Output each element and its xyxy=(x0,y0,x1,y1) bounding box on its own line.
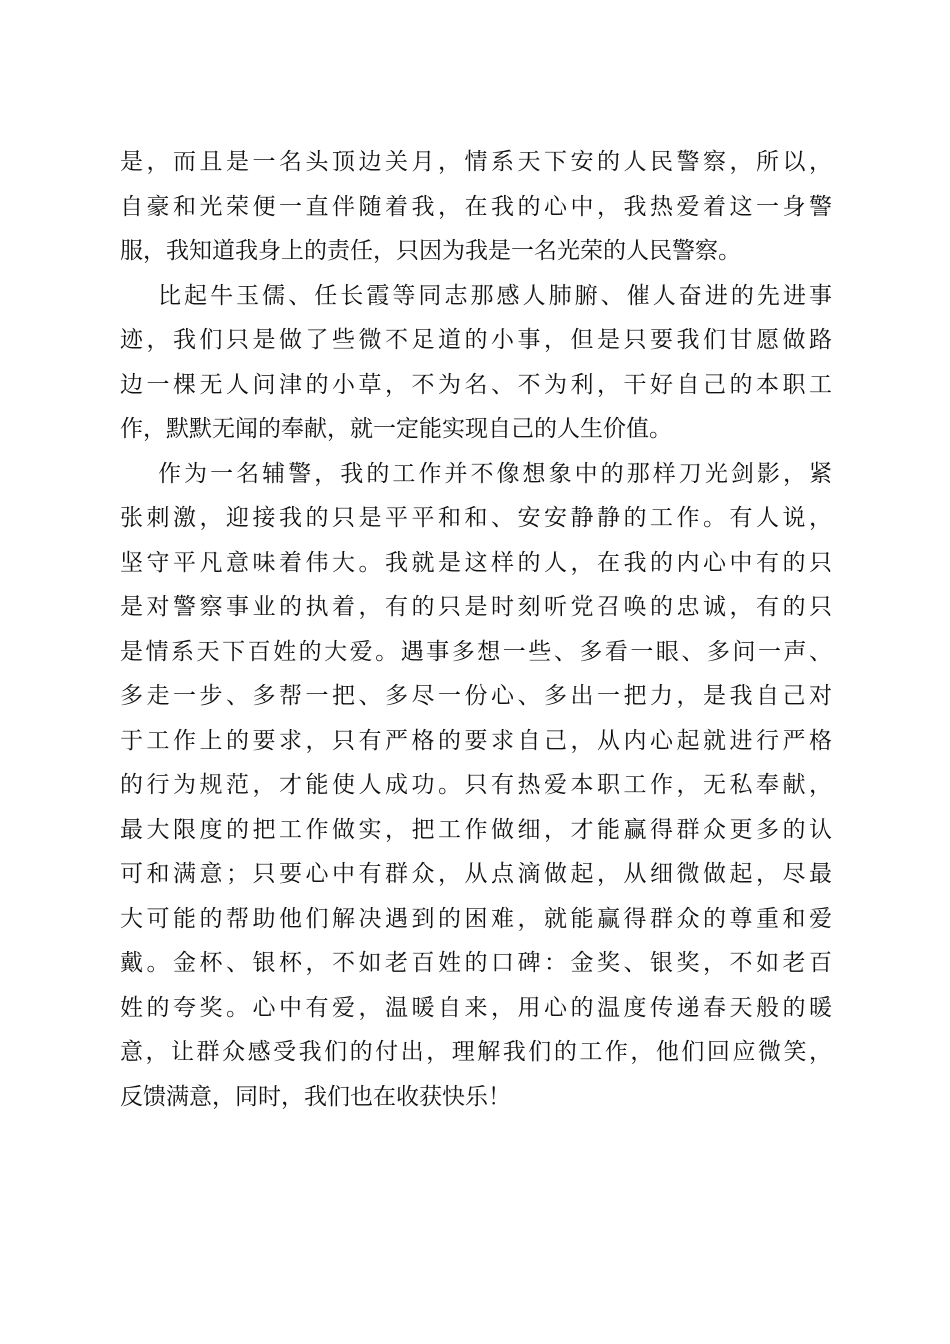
text-line: 作，默默无闻的奉献，就一定能实现自己的人生价值。 xyxy=(120,416,672,442)
text-line: 作为一名辅警，我的工作并不像想象中的那样刀光剑影，紧 xyxy=(158,460,832,487)
text-line: 自豪和光荣便一直伴随着我，在我的心中，我热爱着这一身警 xyxy=(120,193,832,220)
text-line: 可和满意；只要心中有群众，从点滴做起，从细微做起，尽最 xyxy=(120,861,832,887)
document-body xyxy=(120,140,832,1119)
text-line: 戴。金杯、银杯，不如老百姓的口碑：金奖、银奖，不如老百 xyxy=(120,950,832,976)
text-line: 是情系天下百姓的大爱。遇事多想一些、多看一眼、多问一声、 xyxy=(120,638,832,665)
text-line: 姓的夸奖。心中有爱，温暖自来，用心的温度传递春天般的暖 xyxy=(120,994,832,1021)
text-line: 是对警察事业的执着，有的只是时刻听党召唤的忠诚，有的只 xyxy=(120,594,832,620)
text-line: 边一棵无人问津的小草，不为名、不为利，干好自己的本职工 xyxy=(120,371,832,398)
text-line: 反馈满意，同时，我们也在收获快乐！ xyxy=(120,1083,511,1110)
text-line: 于工作上的要求，只有严格的要求自己，从内心起就进行严格 xyxy=(120,727,832,754)
text-line: 坚守平凡意味着伟大。我就是这样的人，在我的内心中有的只 xyxy=(120,549,832,576)
text-line: 多走一步、多帮一把、多尽一份心、多出一把力，是我自己对 xyxy=(120,683,832,709)
text-line: 迹，我们只是做了些微不足道的小事，但是只要我们甘愿做路 xyxy=(120,327,832,353)
text-line: 最大限度的把工作做实，把工作做细，才能赢得群众更多的认 xyxy=(120,816,832,843)
text-line: 意，让群众感受我们的付出，理解我们的工作，他们回应微笑， xyxy=(120,1039,832,1065)
text-line: 张刺激，迎接我的只是平平和和、安安静静的工作。有人说， xyxy=(120,505,832,531)
text-line: 服，我知道我身上的责任，只因为我是一名光荣的人民警察。 xyxy=(120,238,741,264)
text-line: 大可能的帮助他们解决遇到的困难，就能赢得群众的尊重和爱 xyxy=(120,905,832,932)
text-line: 是，而且是一名头顶边关月，情系天下安的人民警察，所以， xyxy=(120,149,832,175)
text-line: 比起牛玉儒、任长霞等同志那感人肺腑、催人奋进的先进事 xyxy=(158,282,832,309)
text-line: 的行为规范，才能使人成功。只有热爱本职工作，无私奉献， xyxy=(120,772,832,798)
